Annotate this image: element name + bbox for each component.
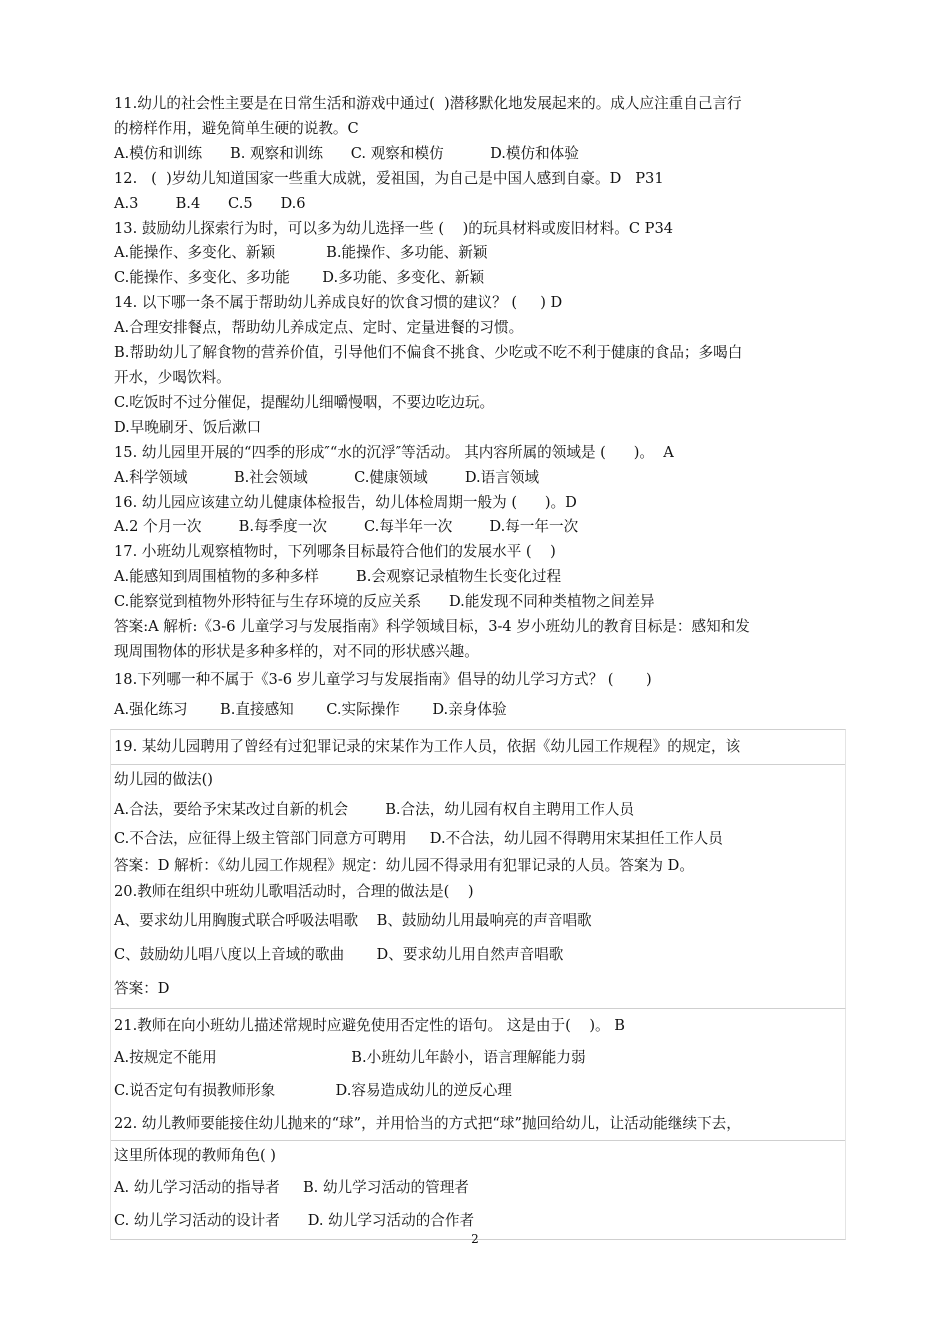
answer-options: C.能操作、多变化、多功能 D.多功能、多变化、新颖 [114,269,485,287]
question-12 [114,167,842,217]
document-page [114,92,842,1240]
answer-options: A.2 个月一次 B.每季度一次 C.每半年一次 D.每一年一次 [114,518,579,536]
question-text: 幼儿园的做法() [114,770,213,788]
question-21-box [110,1009,846,1240]
answer-options: A.科学领域 B.社会领域 C.健康领域 D.语言领域 [114,468,540,486]
answer-options: A.模仿和训练 B. 观察和训练 C. 观察和模仿 D.模仿和体验 [114,144,579,162]
question-text: 14. 以下哪一条不属于帮助幼儿养成良好的饮食习惯的建议？ ( ) D [114,294,563,312]
answer-explanation: 答案：D 解析：《幼儿园工作规程》规定：幼儿园不得录用有犯罪记录的人员。答案为 D。 [114,856,694,874]
answer-options: C. 幼儿学习活动的设计者 D. 幼儿学习活动的合作者 [114,1211,475,1229]
answer-options: A.合法，要给予宋某改过自新的机会 B.合法，幼儿园有权自主聘用工作人员 [114,800,635,818]
question-18 [114,665,842,725]
question-text: 16. 幼儿园应该建立幼儿健康体检报告，幼儿体检周期一般为 ( )。D [114,493,577,511]
answer-explanation: 答案:A 解析:《3-6 儿童学习与发展指南》科学领域目标，3-4 岁小班幼儿的教育目标是：感知和发 [114,618,750,636]
question-text: 21.教师在向小班幼儿描述常规时应避免使用否定性的语句。 这是由于( )。 B [114,1016,625,1034]
page-number: 2 [471,1232,479,1246]
question-text: 12. ( )岁幼儿知道国家一些重大成就，爱祖国，为自己是中国人感到自豪。D P31 [114,169,664,187]
answer-options: A.能操作、多变化、新颖 B.能操作、多功能、新颖 [114,244,488,262]
question-14 [114,291,842,440]
answer-option: A.合理安排餐点，帮助幼儿养成定点、定时、定量进餐的习惯。 [114,319,524,337]
answer-explanation: 答案：D [114,979,170,997]
question-19-box [110,729,846,1009]
question-22-text: 这里所体现的教师角色( ) [114,1146,276,1164]
answer-explanation: 现周围物体的形状是多种多样的，对不同的形状感兴趣。 [114,642,479,660]
answer-option: C.吃饭时不过分催促，提醒幼儿细嚼慢咽，不要边吃边玩。 [114,393,495,411]
answer-options: A.能感知到周围植物的多种多样 B.会观察记录植物生长变化过程 [114,568,562,586]
answer-options: A.强化练习 B.直接感知 C.实际操作 D.亲身体验 [114,700,507,718]
question-11 [114,92,842,167]
answer-options: A. 幼儿学习活动的指导者 B. 幼儿学习活动的管理者 [114,1178,469,1196]
question-17 [114,540,842,665]
question-15 [114,441,842,491]
question-20-text: 20.教师在组织中班幼儿歌唱活动时，合理的做法是( ) [114,882,474,900]
question-16 [114,491,842,541]
question-text: 19. 某幼儿园聘用了曾经有过犯罪记录的宋某作为工作人员，依据《幼儿园工作规程》的规定，该 [111,730,845,765]
answer-options: C.能察觉到植物外形特征与生存环境的反应关系 D.能发现不同种类植物之间差异 [114,593,655,611]
question-text: 18.下列哪一种不属于《3-6 岁儿童学习与发展指南》倡导的幼儿学习方式？ ( ) [114,670,652,688]
question-text: 15. 幼儿园里开展的“四季的形成″“水的沉浮″等活动。 其内容所属的领域是 ( )。 A [114,443,674,461]
answer-options: C、鼓励幼儿唱八度以上音域的歌曲 D、要求幼儿用自然声音唱歌 [114,945,564,963]
answer-options: A.按规定不能用 B.小班幼儿年龄小，语言理解能力弱 [114,1048,586,1066]
question-text: 的榜样作用，避免简单生硬的说教。C [114,119,359,137]
answer-options: C.说否定句有损教师形象 D.容易造成幼儿的逆反心理 [114,1081,512,1099]
answer-option: D.早晚刷牙、饭后漱口 [114,418,262,436]
question-text: 17. 小班幼儿观察植物时，下列哪条目标最符合他们的发展水平 ( ) [114,543,556,561]
question-13 [114,217,842,292]
answer-option: B.帮助幼儿了解食物的营养价值，引导他们不偏食不挑食、少吃或不吃不利于健康的食品；多喝白 [114,344,743,362]
answer-options: C.不合法，应征得上级主管部门同意方可聘用 D.不合法，幼儿园不得聘用宋某担任工作人员 [114,829,723,847]
answer-options: A、要求幼儿用胸腹式联合呼吸法唱歌 B、鼓励幼儿用最响亮的声音唱歌 [114,911,592,929]
question-22-text: 22. 幼儿教师要能接住幼儿抛来的“球”，并用恰当的方式把“球”抛回给幼儿，让活动能继续下去， [111,1107,845,1141]
answer-options: A.3 B.4 C.5 D.6 [114,194,306,212]
question-text: 11.幼儿的社会性主要是在日常生活和游戏中通过( )潜移默化地发展起来的。成人应注重自己言行 [114,95,742,112]
answer-option: 开水，少喝饮料。 [114,368,231,386]
question-text: 13. 鼓励幼儿探索行为时，可以多为幼儿选择一些 ( )的玩具材料或废旧材料。C P34 [114,219,674,237]
